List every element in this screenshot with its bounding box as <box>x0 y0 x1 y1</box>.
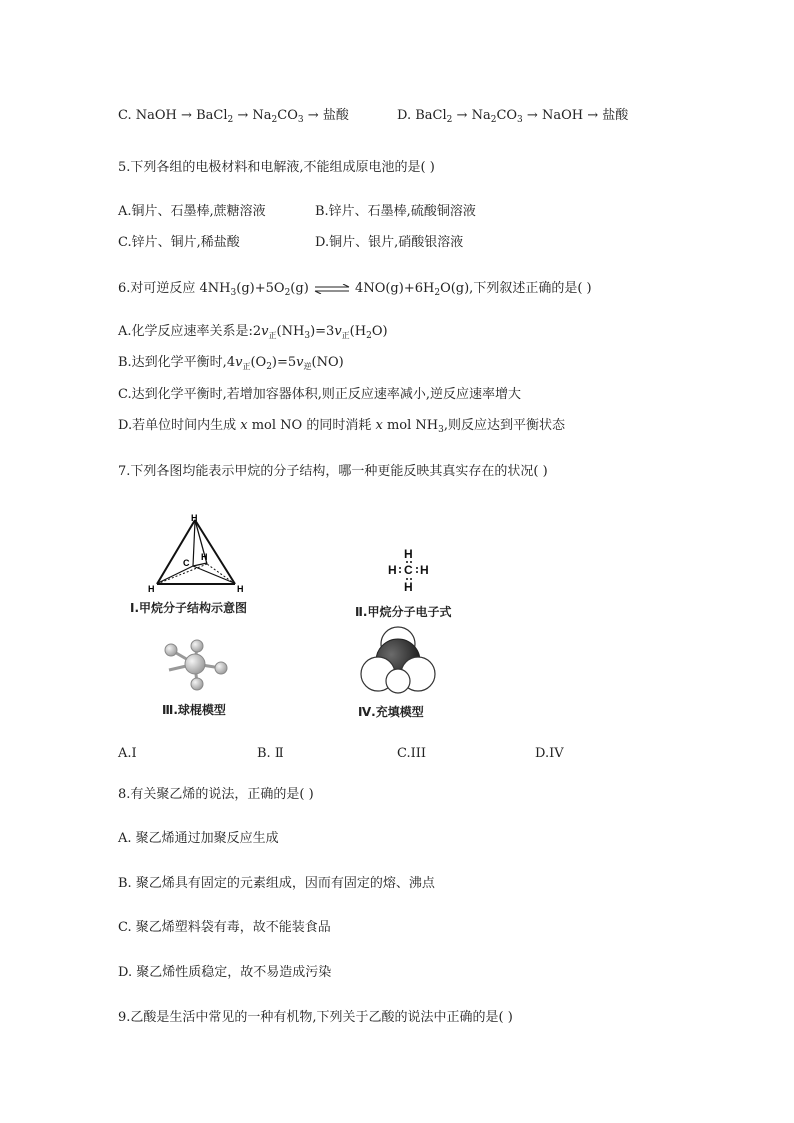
q6-text: (g) <box>290 281 309 296</box>
q8-option-c: C. 聚乙烯塑料袋有毒，故不能装食品 <box>118 920 331 935</box>
q4-option-c <box>118 107 349 129</box>
forward-mark: 正 <box>242 362 251 371</box>
q6-a-text: (H <box>349 324 367 339</box>
fig3-caption: Ⅲ.球棍模型 <box>162 703 226 717</box>
q8-option-b: B. 聚乙烯具有固定的元素组成，因而有固定的熔、沸点 <box>118 876 435 891</box>
q8-stem: 8.有关聚乙烯的说法，正确的是( ) <box>118 787 314 802</box>
velocity-symbol: v <box>334 324 342 339</box>
q6-text: 4NO(g)+6H <box>355 281 435 296</box>
q6-text: O(g),下列叙述正确的是( ) <box>440 281 592 296</box>
q6-a-text: (NH <box>276 324 305 339</box>
q6-a-text: A.化学反应速率关系是:2 <box>118 324 262 339</box>
q7-stem: 7.下列各图均能表示甲烷的分子结构，哪一种更能反映其真实存在的状况( ) <box>118 464 548 479</box>
velocity-symbol: v <box>261 324 269 339</box>
q7-option-a: A.I <box>118 746 137 761</box>
q8-option-d: D. 聚乙烯性质稳定，故不易造成污染 <box>118 965 332 980</box>
q6-d-text: ,则反应达到平衡状态 <box>443 418 565 433</box>
forward-mark: 正 <box>341 331 350 340</box>
atom-h-label: H <box>191 513 198 523</box>
atom-h-label: H <box>420 563 429 577</box>
formula-sub: 2 <box>271 115 278 125</box>
reverse-mark: 逆 <box>303 362 312 371</box>
atom-c-label: C <box>404 563 413 577</box>
atom-h-label: H <box>404 580 413 594</box>
formula-sub: 2 <box>366 331 372 341</box>
fig4-caption: Ⅳ.充填模型 <box>358 705 424 719</box>
atom-h-label: H <box>388 563 397 577</box>
methane-electron-formula <box>385 546 435 594</box>
arrow-icon: → <box>237 108 249 123</box>
q6-option-c: C.达到化学平衡时,若增加容器体积,则正反应速率减小,逆反应速率增大 <box>118 387 522 402</box>
q6-b-text: )=5 <box>271 355 297 370</box>
q5-option-b: B.锌片、石墨棒,硫酸铜溶液 <box>315 204 476 219</box>
formula-sub: 3 <box>517 115 523 125</box>
q6-b-text: (NO) <box>311 355 344 370</box>
formula-part: Na <box>252 108 272 123</box>
q6-option-a <box>118 323 388 345</box>
atom-h-label: H <box>404 547 413 561</box>
q6-text: 6.对可逆反应 4NH <box>118 281 231 296</box>
fig1-caption: Ⅰ.甲烷分子结构示意图 <box>130 601 248 615</box>
formula-sub: 2 <box>284 288 291 298</box>
q6-text: (g)+5O <box>236 281 285 296</box>
atom-h-label: H <box>237 584 244 594</box>
q5-stem: 5.下列各组的电极材料和电解液,不能组成原电池的是( ) <box>118 160 435 175</box>
q7-option-b: B. Ⅱ <box>257 746 284 761</box>
q5-option-d: D.铜片、银片,硝酸银溶液 <box>315 235 464 250</box>
ball-and-stick-model <box>157 638 235 694</box>
formula-sub: 2 <box>490 115 497 125</box>
formula-sub: 2 <box>446 115 453 125</box>
velocity-symbol: v <box>235 355 243 370</box>
formula-part: 盐酸 <box>602 108 629 123</box>
arrow-icon: → <box>307 108 319 123</box>
variable-x: x <box>240 418 248 433</box>
forward-mark: 正 <box>268 331 277 340</box>
formula-sub: 2 <box>227 115 234 125</box>
velocity-symbol: v <box>296 355 304 370</box>
q5-option-a: A.铜片、石墨棒,蔗糖溶液 <box>118 204 266 219</box>
q6-stem <box>118 280 592 302</box>
formula-sub: 2 <box>434 288 441 298</box>
arrow-icon: → <box>526 108 538 123</box>
q6-option-d <box>118 417 565 439</box>
formula-sub: 3 <box>438 425 444 435</box>
arrow-icon: → <box>181 108 192 123</box>
q5-option-c: C.锌片、铜片,稀盐酸 <box>118 235 240 250</box>
q4-option-d <box>397 107 628 129</box>
q4-d-label: D. BaCl <box>397 108 447 123</box>
q6-a-text: )=3 <box>310 324 335 339</box>
atom-h-label: H <box>148 584 155 594</box>
q6-a-text: O) <box>371 324 388 339</box>
arrow-icon: → <box>456 108 468 123</box>
formula-sub: 3 <box>230 288 237 298</box>
variable-x: x <box>375 418 383 433</box>
fig2-caption: Ⅱ.甲烷分子电子式 <box>355 605 452 619</box>
q9-stem: 9.乙酸是生活中常见的一种有机物,下列关于乙酸的说法中正确的是( ) <box>118 1010 513 1025</box>
atom-c-label: C <box>183 558 190 568</box>
formula-part: BaCl <box>196 108 228 123</box>
formula-sub: 3 <box>297 115 304 125</box>
q6-d-text: D.若单位时间内生成 <box>118 418 237 433</box>
q6-d-text: mol NO 的同时消耗 <box>251 418 372 433</box>
formula-part: 盐酸 <box>322 108 349 123</box>
arrow-icon: → <box>587 108 599 123</box>
q8-option-a: A. 聚乙烯通过加聚反应生成 <box>118 831 279 846</box>
formula-part: NaOH <box>541 108 584 123</box>
q6-d-text: mol NH <box>386 418 439 433</box>
q6-b-text: B.达到化学平衡时,4 <box>118 355 236 370</box>
space-filling-model <box>358 624 438 696</box>
q6-b-text: (O <box>250 355 267 370</box>
formula-sub: 3 <box>304 331 311 341</box>
methane-structure-diagram <box>145 512 255 594</box>
atom-h-label: H <box>201 552 208 562</box>
formula-sub: 2 <box>266 362 272 372</box>
formula-part: Na <box>471 108 491 123</box>
formula-part: CO <box>277 108 298 123</box>
q6-option-b <box>118 354 344 376</box>
q4-c-label: C. NaOH <box>118 108 177 123</box>
q7-option-d: D.IV <box>535 746 564 761</box>
reversible-arrow-icon <box>313 284 351 294</box>
q7-option-c: C.III <box>397 746 427 761</box>
formula-part: CO <box>496 108 518 123</box>
